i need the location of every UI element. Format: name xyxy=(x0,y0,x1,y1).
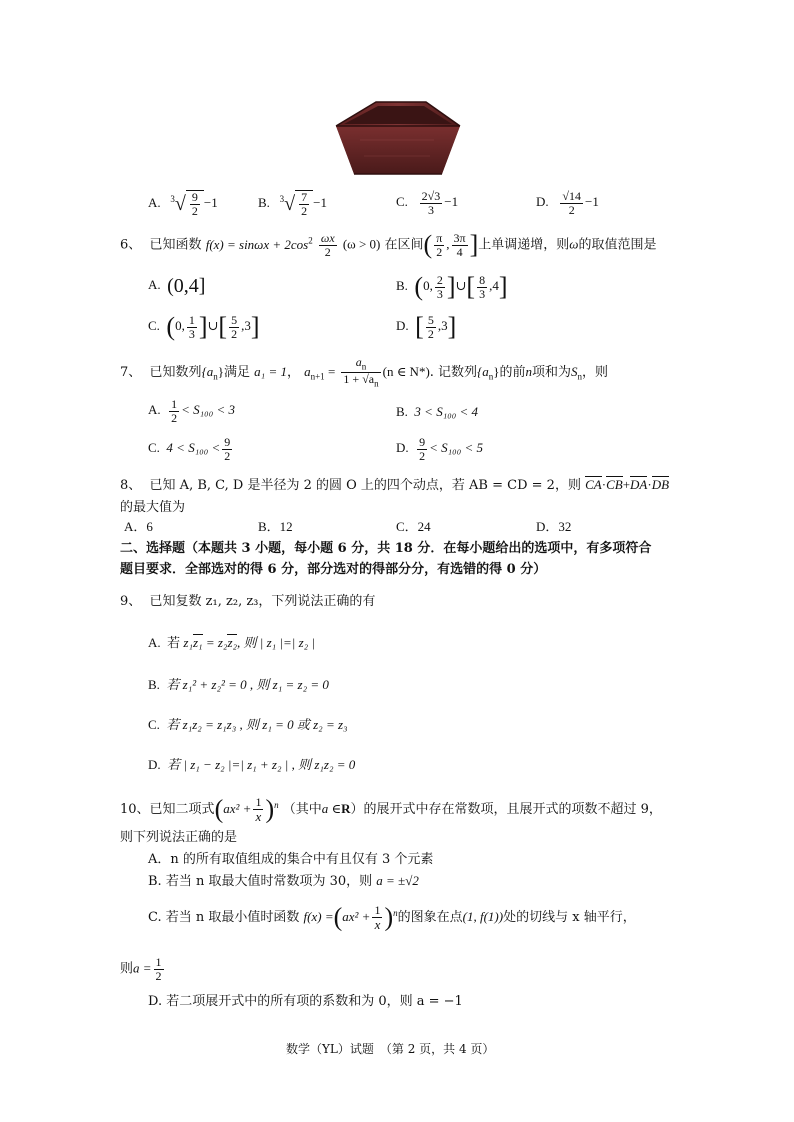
q8-option-b: B．12 xyxy=(258,519,293,534)
q9-option-b: B. 若 z₁² + z₂² = 0 , 则 z₁ = z₂ = 0 xyxy=(148,677,329,692)
q5-option-c: C. $\frac{2√3}{3}$ −1 xyxy=(396,189,459,217)
q7-option-b: B. 3 < S₁₀₀ < 4 xyxy=(396,404,479,419)
q5-option-d: D. $\frac{√14}{2}$ −1 xyxy=(536,189,599,217)
q10-option-c: C. 若当 n 取最小值时函数 f(x) =(ax² + $\frac{1}{x})^n$的图象在点(1, f(1))处的切线与 x 轴平行， xyxy=(148,902,636,932)
q6-option-c: C. (0, $\frac{1}{3}$ ]∪[ $\frac{5}{2}$ ,3] xyxy=(148,312,260,342)
q10-stem: 10、已知二项式(ax² + $\frac{1}{x})^n$ （其中a ∈R）的展开式中存在常数项，且展开式的项数不超过 9， xyxy=(120,794,662,824)
q7-option-c: C. 4 < S₁₀₀ < $\frac{9}{2}$ xyxy=(148,435,231,463)
q8-stem-line2: 的最大值为 xyxy=(120,500,186,515)
q9-stem: 9、 已知复数 z₁, z₂, z₃，下列说法正确的有 xyxy=(120,594,376,609)
section2-heading-line2: 题目要求．全部选对的得 6 分，部分选对的得部分分，有选错的得 0 分） xyxy=(120,562,547,577)
q5-option-a: A. $^3$√ $\frac{9}{2}$ −1 xyxy=(148,190,218,218)
q10-option-c-line2: 则a = $\frac{1}{2}$ xyxy=(120,955,162,983)
q8-option-c: C．24 xyxy=(396,519,431,534)
q5-option-b: B. $^3$√ $\frac{7}{2}$ −1 xyxy=(258,190,327,218)
q6-option-a: A. (0,4] xyxy=(148,275,206,297)
q6-option-b: B. (0, $\frac{2}{3}$ ]∪[ $\frac{8}{3}$ ,4] xyxy=(396,272,508,302)
q9-option-a: A. 若 z₁z₁ = z₂z₂, 则 | z₁ |=| z₂ | xyxy=(148,635,316,650)
q10-stem-line2: 则下列说法正确的是 xyxy=(120,830,238,845)
q7-option-d: D. $\frac{9}{2}$ < S₁₀₀ < 5 xyxy=(396,435,483,463)
q10-option-a: A．n 的所有取值组成的集合中有且仅有 3 个元素 xyxy=(148,852,434,867)
q8-option-d: D．32 xyxy=(536,519,572,534)
q9-option-d: D. 若 | z₁ − z₂ |=| z₁ + z₂ | , 则 z₁z₂ = 0 xyxy=(148,757,356,772)
q9-option-c: C. 若 z₁z₂ = z₁z₃ , 则 z₁ = 0 或 z₂ = z₃ xyxy=(148,717,348,732)
q10-option-b: B. 若当 n 取最大值时常数项为 30，则 a = ±√2 xyxy=(148,873,419,889)
bowl-illustration xyxy=(330,96,464,180)
section2-heading-line1: 二、选择题（本题共 3 小题，每小题 6 分，共 18 分．在每小题给出的选项中，有多项符合 xyxy=(120,541,652,556)
page-footer: 数学（YL）试题 （第 2 页，共 4 页） xyxy=(286,1042,495,1056)
q7-option-a: A. $\frac{1}{2}$ < S₁₀₀ < 3 xyxy=(148,397,235,425)
q8-option-a: A．6 xyxy=(124,519,153,534)
q6-stem: 6、 已知函数 $f(x) = \sin\omega x + 2\cos^2$ $\frac{\omega x}{2}$ (ω > 0) 在区间( $\frac{\pi}{2}$ , $\frac{3\pi}{4}$ ]上单调递增，则ω的取值范围是 xyxy=(120,230,657,260)
q8-stem-line1: 8、 已知 A, B, C, D 是半径为 2 的圆 O 上的四个动点，若 AB = CD = 2，则 CA·CB+DA·DB xyxy=(120,477,670,493)
q6-option-d: D. [ $\frac{5}{2}$ ,3] xyxy=(396,312,457,342)
q7-stem: 7、 已知数列$\{a_n\}$满足 a₁ = 1， $a_{n+1}$ = $\frac{a_n}{1 + √a_n}$ (n ∈ N*). 记数列$\{a_n\}$的前n项和为$S_n$，则 xyxy=(120,355,609,389)
q10-option-d: D. 若二项展开式中的所有项的系数和为 0，则 a = −1 xyxy=(148,994,463,1009)
